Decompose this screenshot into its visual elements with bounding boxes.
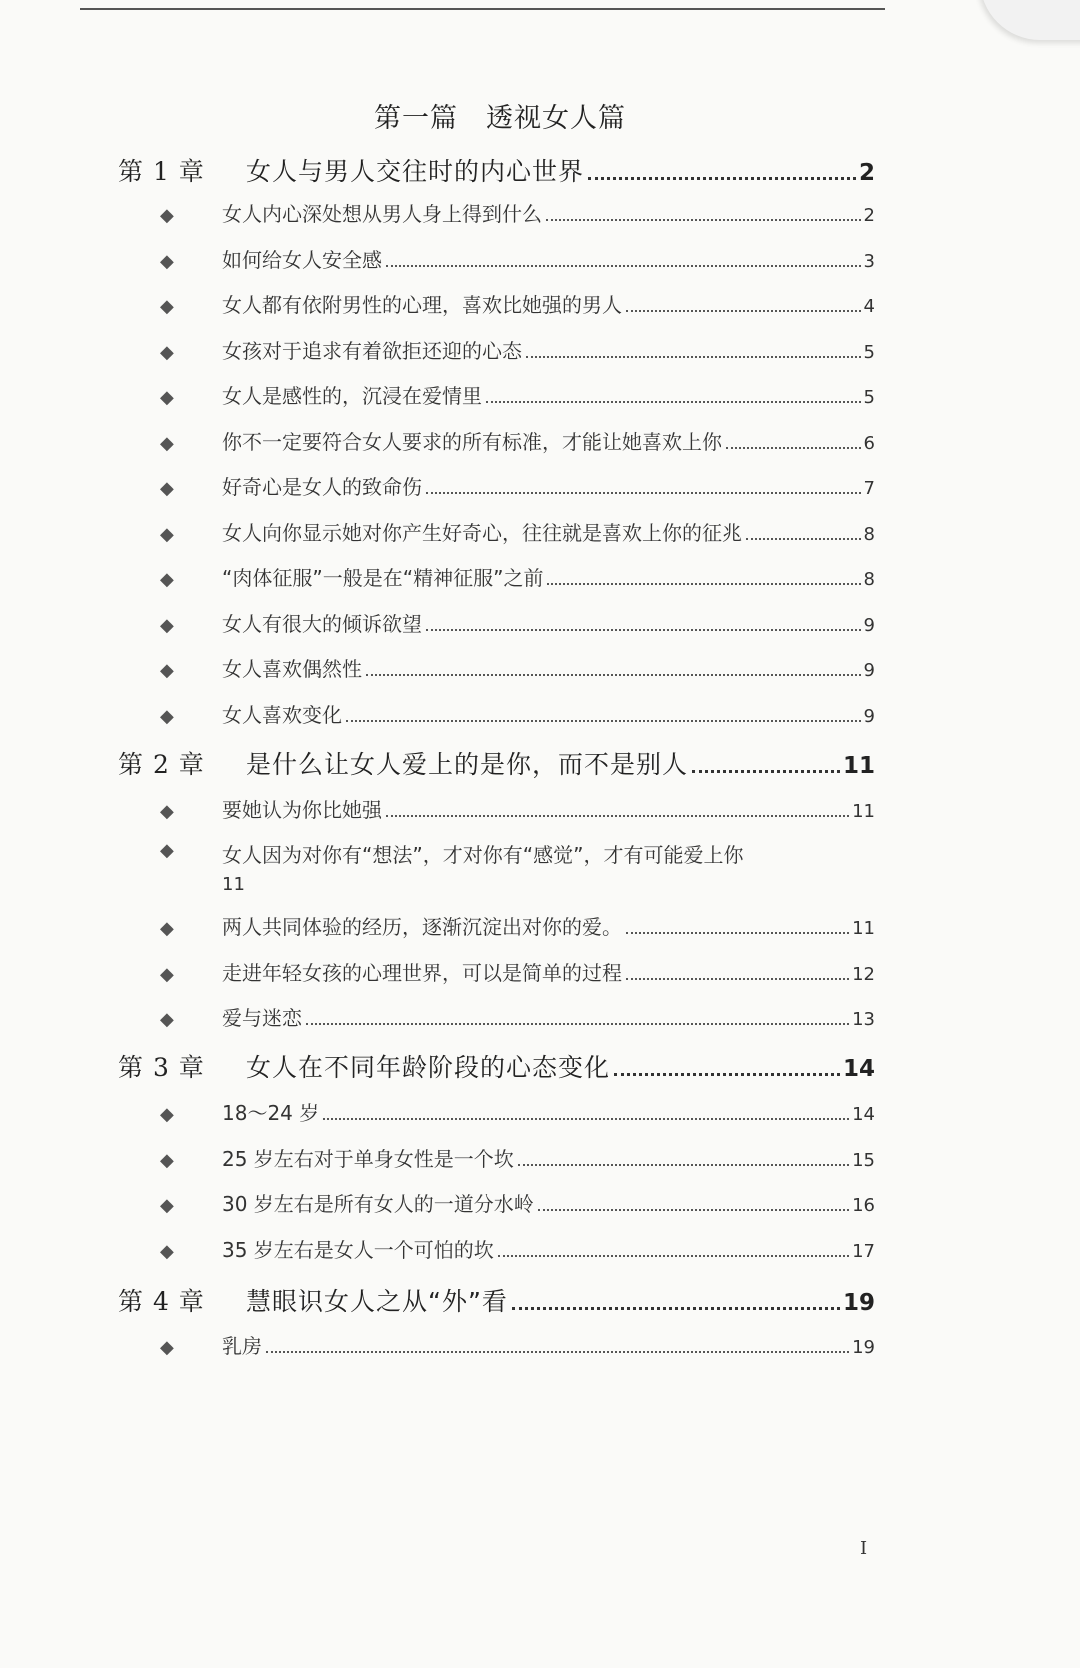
diamond-bullet-icon: ◆ (160, 1337, 174, 1358)
dot-leader (386, 815, 849, 817)
section-title: 女人都有依附男性的心理，喜欢比她强的男人 (222, 293, 622, 317)
chapter-page-number: 14 (842, 1056, 875, 1082)
chapter-page-number: 11 (842, 753, 875, 779)
section-page-number: 19 (852, 1337, 875, 1358)
section-page-number: 17 (852, 1240, 875, 1262)
dot-leader (486, 401, 861, 403)
toc-section-entry[interactable] (160, 471, 875, 500)
dot-leader (498, 1255, 849, 1257)
dot-leader (426, 492, 861, 494)
diamond-bullet-icon: ◆ (160, 205, 174, 226)
section-page-number: 7 (863, 478, 875, 499)
diamond-bullet-icon: ◆ (160, 569, 174, 590)
section-title: 要她认为你比她强 (222, 798, 382, 822)
chapter-title: 慧眼识女人之从“外”看 (246, 1287, 508, 1316)
diamond-bullet-icon: ◆ (160, 432, 174, 454)
dot-leader (526, 356, 861, 358)
section-page-number: 9 (863, 705, 875, 727)
diamond-bullet-icon: ◆ (160, 839, 174, 861)
section-page-number: 4 (863, 296, 875, 317)
section-page-number: 13 (852, 1009, 875, 1030)
toc-section-entry[interactable] (160, 699, 875, 728)
section-page-number: 11 (852, 918, 875, 939)
toc-section-entry[interactable] (160, 517, 875, 546)
dot-leader (323, 1118, 849, 1120)
dot-leader (547, 583, 860, 585)
section-title: 女人向你显示她对你产生好奇心，往往就是喜欢上你的征兆 (222, 520, 742, 545)
diamond-bullet-icon: ◆ (160, 341, 174, 363)
diamond-bullet-icon: ◆ (160, 1149, 174, 1171)
toc-section-entry[interactable] (160, 1143, 875, 1172)
section-page-number: 9 (863, 660, 875, 681)
toc-section-entry[interactable] (160, 426, 875, 455)
toc-section-entry[interactable] (160, 335, 875, 364)
diamond-bullet-icon: ◆ (160, 614, 174, 636)
dot-leader (426, 629, 861, 631)
part-title: 第一篇 透视女人篇 (374, 103, 626, 134)
section-title: 两人共同体验的经历，逐渐沉淀出对你的爱。 (222, 915, 622, 939)
toc-section-entry[interactable] (160, 1234, 875, 1263)
chapter-number: 第 1 章 (118, 157, 205, 186)
toc-chapter-entry[interactable] (118, 1282, 875, 1318)
section-title: 乳房 (222, 1334, 262, 1358)
section-page-number: 15 (852, 1149, 875, 1171)
diamond-bullet-icon: ◆ (160, 296, 174, 317)
dot-leader (626, 978, 849, 980)
dot-leader (588, 177, 856, 180)
diamond-bullet-icon: ◆ (160, 660, 174, 681)
dot-leader (538, 1209, 849, 1211)
section-page-number: 5 (863, 341, 875, 363)
diamond-bullet-icon: ◆ (160, 1009, 174, 1030)
dot-leader (626, 932, 849, 934)
diamond-bullet-icon: ◆ (160, 523, 174, 545)
toc-chapter-entry[interactable] (118, 745, 875, 781)
section-title: 女人内心深处想从男人身上得到什么 (222, 202, 542, 226)
toc-section-entry[interactable] (160, 911, 875, 940)
dot-leader (386, 265, 861, 267)
section-page-number: 2 (863, 205, 875, 226)
diamond-bullet-icon: ◆ (160, 1195, 174, 1216)
dot-leader (512, 1307, 840, 1310)
chapter-number: 第 2 章 (118, 750, 205, 779)
chapter-title: 是什么让女人爱上的是你，而不是别人 (246, 750, 689, 779)
page-corner-fold (980, 0, 1080, 40)
section-page-number: 8 (863, 569, 875, 590)
diamond-bullet-icon: ◆ (160, 705, 174, 727)
section-title: 18～24 岁 (222, 1101, 320, 1125)
toc-section-entry[interactable] (160, 1002, 875, 1031)
section-page-number: 6 (863, 432, 875, 454)
section-title: 30 岁左右是所有女人的一道分水岭 (222, 1192, 534, 1216)
dot-leader (346, 720, 861, 722)
diamond-bullet-icon: ◆ (160, 250, 174, 272)
dot-leader (626, 310, 861, 312)
section-title: 走进年轻女孩的心理世界，可以是简单的过程 (222, 960, 622, 985)
section-page-number: 5 (863, 387, 875, 408)
diamond-bullet-icon: ◆ (160, 801, 174, 822)
dot-leader (306, 1023, 849, 1025)
diamond-bullet-icon: ◆ (160, 387, 174, 408)
dot-leader (266, 1351, 849, 1353)
section-title: 如何给女人安全感 (222, 247, 382, 272)
toc-section-entry[interactable] (160, 1097, 875, 1126)
toc-section-entry[interactable] (160, 1188, 875, 1217)
dot-leader (692, 770, 840, 773)
section-page-number: 8 (863, 523, 875, 545)
section-title: 女人有很大的倾诉欲望 (222, 611, 422, 636)
header-rule (80, 8, 885, 10)
toc-section-entry[interactable] (160, 840, 875, 900)
toc-section-entry[interactable] (160, 380, 875, 409)
chapter-page-number: 19 (842, 1290, 875, 1316)
section-page-number: 11 (222, 873, 245, 895)
section-title: 35 岁左右是女人一个可怕的坎 (222, 1237, 494, 1262)
section-title: 25 岁左右对于单身女性是一个坎 (222, 1146, 514, 1171)
chapter-title: 女人与男人交往时的内心世界 (246, 157, 585, 186)
chapter-title: 女人在不同年龄阶段的心态变化 (246, 1053, 611, 1082)
dot-leader (614, 1073, 840, 1076)
section-title: 女孩对于追求有着欲拒还迎的心态 (222, 338, 522, 363)
diamond-bullet-icon: ◆ (160, 963, 174, 985)
section-page-number: 12 (852, 963, 875, 985)
section-title: 你不一定要符合女人要求的所有标准，才能让她喜欢上你 (222, 429, 722, 454)
dot-leader (726, 447, 861, 449)
diamond-bullet-icon: ◆ (160, 1104, 174, 1125)
section-title: 女人喜欢偶然性 (222, 657, 362, 681)
chapter-number: 第 4 章 (118, 1287, 205, 1316)
section-text-block (222, 840, 875, 900)
toc-section-entry[interactable] (160, 244, 875, 273)
section-title: 女人因为对你有“想法”，才对你有“感觉”，才有可能爱上你 (222, 842, 744, 867)
toc-section-entry[interactable] (160, 1330, 875, 1359)
section-page-number: 11 (852, 801, 875, 822)
section-page-number: 14 (852, 1104, 875, 1125)
toc-chapter-entry[interactable] (118, 152, 875, 188)
toc-section-entry[interactable] (160, 794, 875, 823)
section-title: 女人是感性的，沉浸在爱情里 (222, 384, 482, 408)
section-page-number: 9 (863, 614, 875, 636)
section-title: 爱与迷恋 (222, 1006, 302, 1030)
dot-leader (746, 538, 861, 540)
section-title: 好奇心是女人的致命伤 (222, 475, 422, 499)
diamond-bullet-icon: ◆ (160, 478, 174, 499)
dot-leader (366, 674, 861, 676)
diamond-bullet-icon: ◆ (160, 1240, 174, 1262)
dot-leader (546, 219, 861, 221)
chapter-page-number: 2 (858, 160, 875, 186)
toc-section-entry[interactable] (160, 562, 875, 591)
toc-section-entry[interactable] (160, 289, 875, 318)
section-title: “肉体征服”一般是在“精神征服”之前 (222, 566, 544, 590)
section-title: 女人喜欢变化 (222, 702, 342, 727)
toc-section-entry[interactable] (160, 608, 875, 637)
dot-leader (518, 1164, 849, 1166)
chapter-number: 第 3 章 (118, 1053, 205, 1082)
toc-section-entry[interactable] (160, 957, 875, 986)
toc-section-entry[interactable] (160, 653, 875, 682)
toc-section-entry[interactable] (160, 198, 875, 227)
section-page-number: 3 (863, 250, 875, 272)
section-page-number: 16 (852, 1195, 875, 1216)
toc-chapter-entry[interactable] (118, 1048, 875, 1084)
diamond-bullet-icon: ◆ (160, 918, 174, 939)
page-folio: I (860, 1538, 868, 1559)
